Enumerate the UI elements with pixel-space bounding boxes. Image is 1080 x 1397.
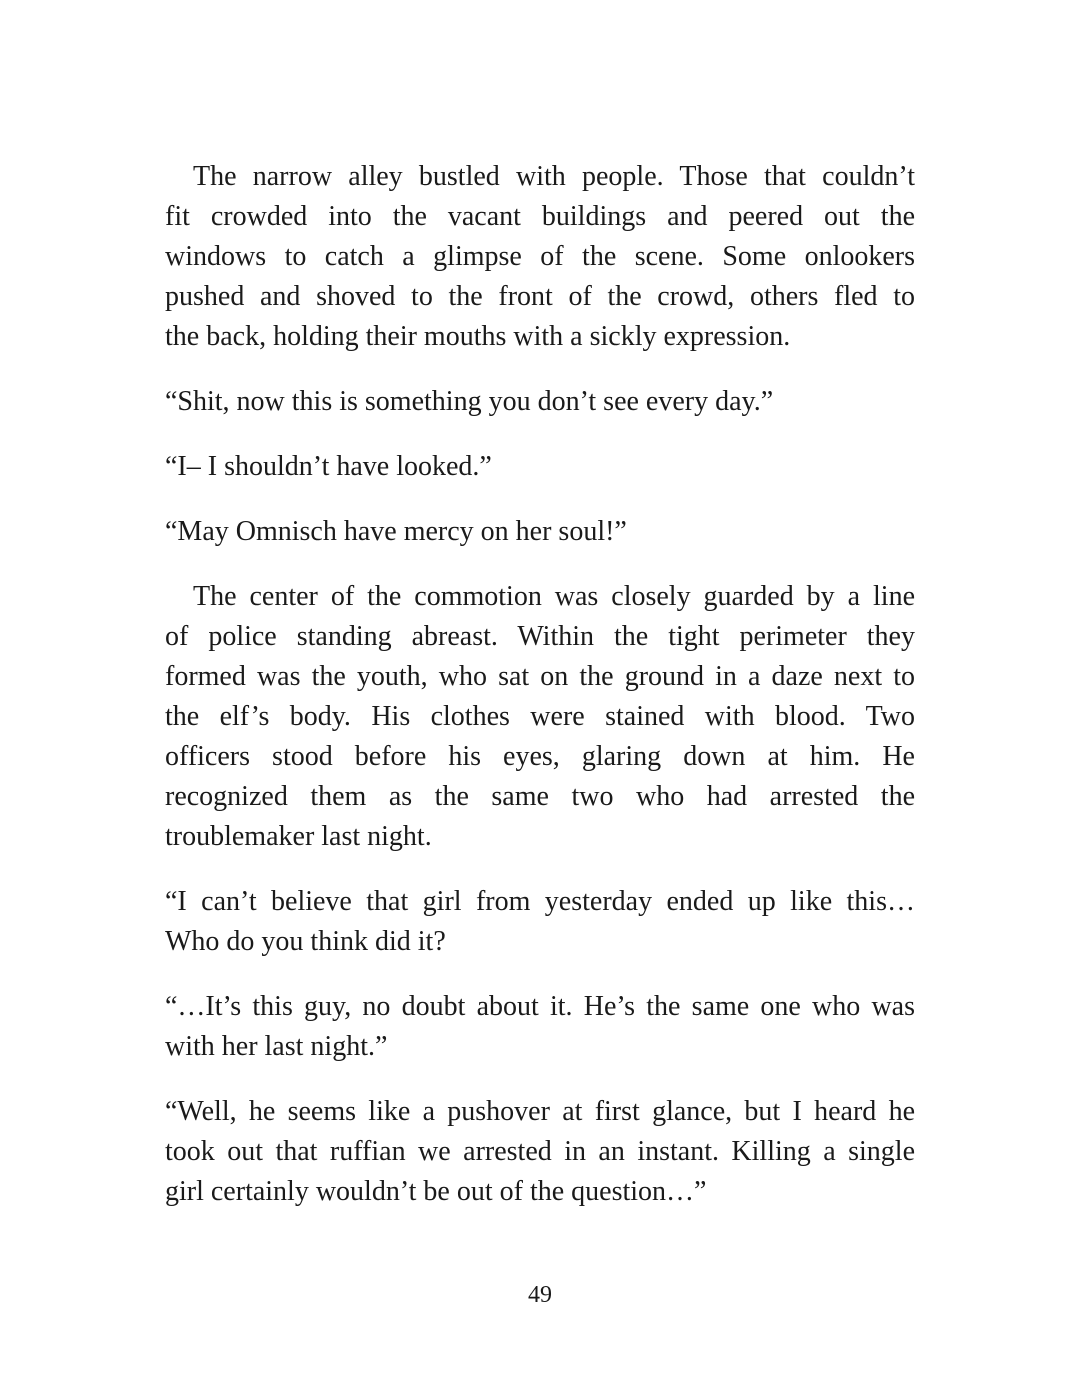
paragraph — [165, 987, 915, 1067]
text-line: fit crowded into the vacant buildings and peered out the — [165, 201, 915, 232]
text-line: “I can’t believe that girl from yesterday ended up like this… — [165, 886, 915, 917]
text-line: “Well, he seems like a pushover at first glance, but I heard he — [165, 1096, 915, 1127]
text-line: officers stood before his eyes, glaring down at him. He — [165, 741, 915, 772]
text-line: Who do you think did it? — [165, 926, 446, 957]
text-line: girl certainly wouldn’t be out of the question…” — [165, 1176, 707, 1207]
text-line: “…It’s this guy, no doubt about it. He’s the same one who was — [165, 991, 915, 1022]
page-number: 49 — [528, 1282, 552, 1308]
text-line: the back, holding their mouths with a sickly expression. — [165, 321, 791, 352]
text-line: windows to catch a glimpse of the scene. Some onlookers — [165, 241, 915, 272]
paragraph — [165, 382, 915, 422]
text-line: of police standing abreast. Within the tight perimeter they — [165, 621, 915, 652]
text-line: “Shit, now this is something you don’t see every day.” — [165, 386, 774, 417]
body-text — [165, 157, 915, 1237]
text-line: formed was the youth, who sat on the ground in a daze next to — [165, 661, 915, 692]
paragraph — [165, 157, 915, 357]
text-line: with her last night.” — [165, 1031, 388, 1062]
text-line: pushed and shoved to the front of the crowd, others fled to — [165, 281, 915, 312]
paragraph — [165, 447, 915, 487]
text-line: “I– I shouldn’t have looked.” — [165, 451, 492, 482]
paragraph — [165, 882, 915, 962]
text-line: The center of the commotion was closely guarded by a line — [193, 581, 915, 612]
paragraph — [165, 577, 915, 857]
text-line: “May Omnisch have mercy on her soul!” — [165, 516, 627, 547]
text-line: the elf’s body. His clothes were stained with blood. Two — [165, 701, 915, 732]
text-line: recognized them as the same two who had arrested the — [165, 781, 915, 812]
paragraph — [165, 1092, 915, 1212]
text-line: The narrow alley bustled with people. Those that couldn’t — [193, 161, 915, 192]
paragraph — [165, 512, 915, 552]
text-line: troublemaker last night. — [165, 821, 432, 852]
text-line: took out that ruffian we arrested in an instant. Killing a single — [165, 1136, 915, 1167]
